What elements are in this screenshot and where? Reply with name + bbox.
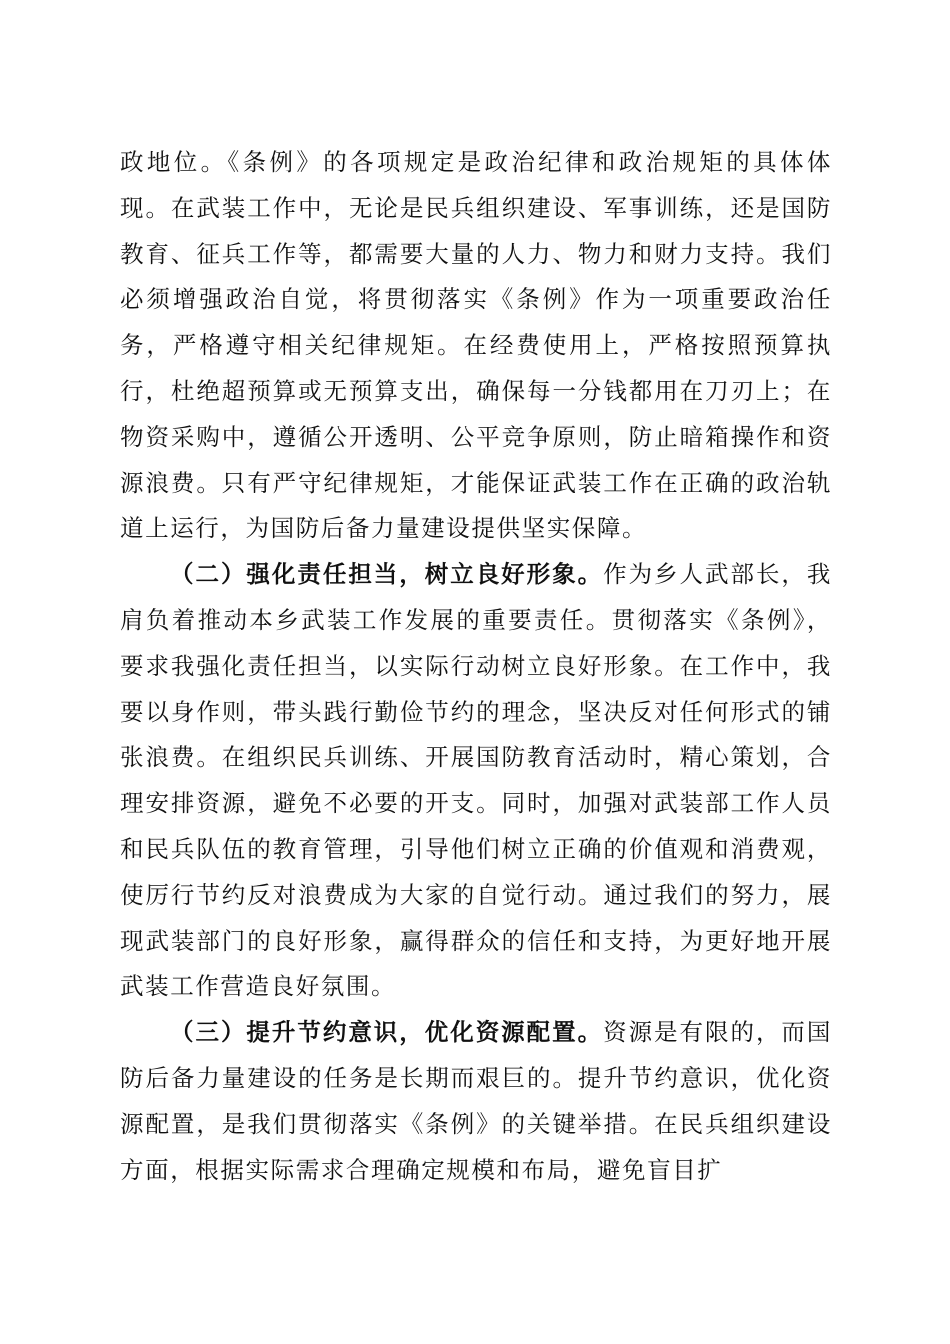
document-body (120, 140, 832, 1193)
paragraph-2 (120, 552, 832, 1010)
paragraph-1 (120, 140, 832, 552)
paragraph-1-text: 政地位。《条例》的各项规定是政治纪律和政治规矩的具体体现。在武装工作中，无论是民兵组织建设、军事训练，还是国防教育、征兵工作等，都需要大量的人力、物力和财力支持。我们必须增强政治自觉，将贯彻落实《条例》作为一项重要政治任务，严格遵守相关纪律规矩。在经费使用上，严格按照预算执行，杜绝超预算或无预算支出，确保每一分钱都用在刀刃上；在物资采购中，遵循公开透明、公平竞争原则，防止暗箱操作和资源浪费。只有严守纪律规矩，才能保证武装工作在正确的政治轨道上运行，为国防后备力量建设提供坚实保障。 (120, 148, 832, 543)
paragraph-3-text: 资源是有限的，而国防后备力量建设的任务是长期而艰巨的。提升节约意识，优化资源配置，是我们贯彻落实《条例》的关键举措。在民兵组织建设方面，根据实际需求合理确定规模和布局，避免盲目扩 (120, 1018, 832, 1184)
paragraph-3 (120, 1010, 832, 1193)
paragraph-2-text: 作为乡人武部长，我肩负着推动本乡武装工作发展的重要责任。贯彻落实《条例》，要求我强化责任担当，以实际行动树立良好形象。在工作中，我要以身作则，带头践行勤俭节约的理念，坚决反对任何形式的铺张浪费。在组织民兵训练、开展国防教育活动时，精心策划，合理安排资源，避免不必要的开支。同时，加强对武装部工作人员和民兵队伍的教育管理，引导他们树立正确的价值观和消费观，使厉行节约反对浪费成为大家的自觉行动。通过我们的努力，展现武装部门的良好形象，赢得群众的信任和支持，为更好地开展武装工作营造良好氛围。 (120, 560, 832, 1001)
section-heading-2: （二）强化责任担当，树立良好形象。 (170, 560, 604, 589)
section-heading-3: （三）提升节约意识，优化资源配置。 (170, 1018, 604, 1047)
